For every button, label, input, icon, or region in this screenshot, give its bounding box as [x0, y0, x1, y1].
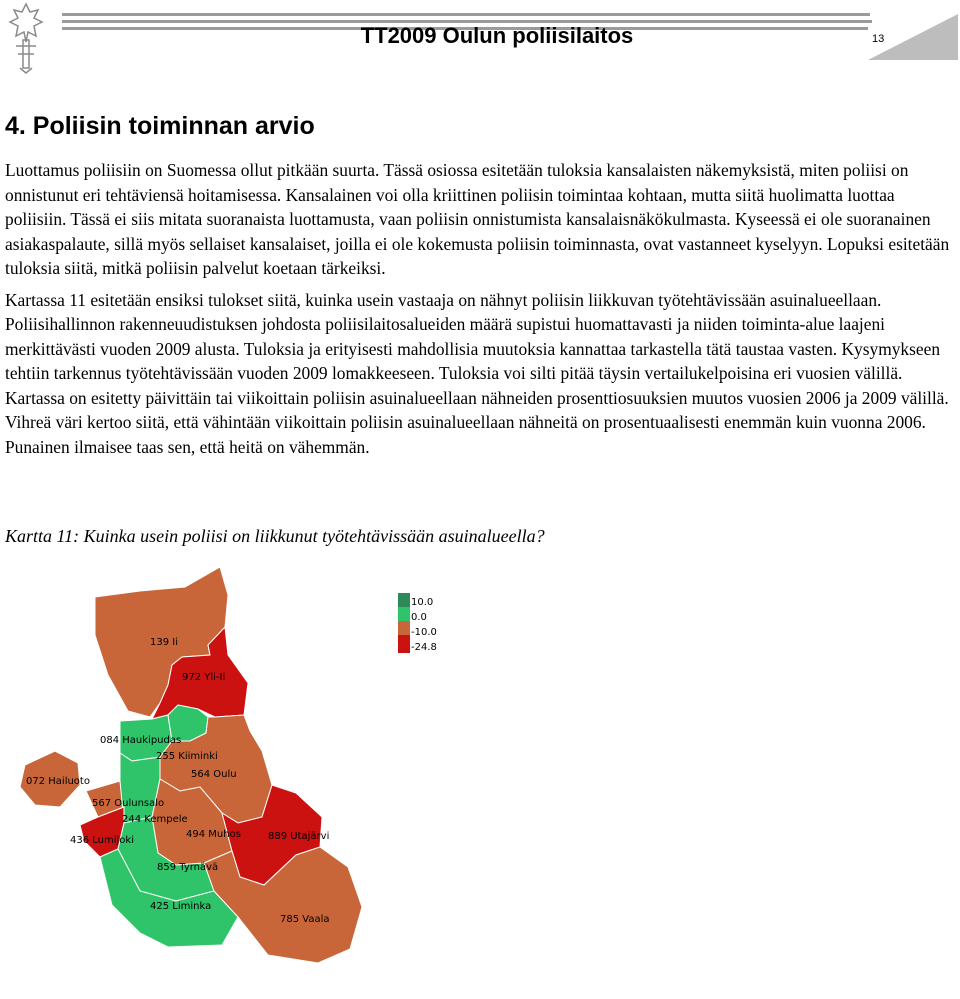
legend-swatch-green: [398, 607, 410, 621]
paragraph: Kartassa 11 esitetään ensiksi tulokset siitä, kuinka usein vastaaja on nähnyt poliisin liikkuvan työtehtävissään asuinalueellaan. Poliisihallinnon rakenneuudistuksen johdosta poliisilaitosalueiden määrä supistui huomattavasti ja niiden toiminta-alue laajeni merkittävästi vuoden 2009 alusta. Tuloksia ja erityisesti mahdollisia muutoksia kannattaa tarkastella tätä taustaa vasten. Kysymykseen tehtiin tarkennus työtehtävissään vuoden 2009 lomakkeeseen. Tuloksia voi silti pitää täysin vertailukelpoisina eri vuosien välillä. Kartassa on esitetty päivittäin tai viikoittain poliisin asuinalueellaan nähneiden prosenttiosuuksien muutos vuosien 2006 ja 2009 välillä. Vihreä väri kertoo siitä, että vähintään viikoittain poliisin asuinalueellaan nähneitä on prosentuaalisesti enemmän kuin vuonna 2006. Punainen ilmaisee taas sen, että heitä on vähemmän.: [5, 289, 949, 457]
municipality-label: 972 Yli-Ii: [182, 672, 226, 683]
paragraph: Luottamus poliisiin on Suomessa ollut pitkään suurta. Tässä osiossa esitetään tuloksia kansalaisten näkemyksistä, miten poliisi on onnistunut eri tehtäviensä hoitamisessa. Kansalainen voi olla kriittinen poliisin toimintaa kohtaan, mutta siitä huolimatta luottaa poliisiin. Tässä ei siis mitata suoranaista luottamusta, vaan poliisin onnistumista kansalaisnäkökulmasta. Kyseessä ei ole suoranainen asiakaspalaute, sillä myös sellaiset kansalaiset, joilla ei ole kokemusta poliisin toiminnasta, ovat vastanneet kyselyyn. Lopuksi esitetään tuloksia siitä, mitkä poliisin palvelut koetaan tärkeiksi.: [5, 160, 950, 278]
legend-swatch-dark-green: [398, 593, 410, 607]
legend-swatch-red: [398, 635, 410, 653]
municipality-label: 436 Lumijoki: [70, 835, 134, 846]
municipality-label: 425 Liminka: [150, 901, 212, 912]
municipality-label: 859 Tyrnävä: [157, 862, 219, 873]
choropleth-map: [0, 555, 480, 975]
municipality-label: 072 Hailuoto: [26, 776, 90, 787]
municipality-label: 567 Oulunsalo: [92, 798, 165, 809]
municipality-label: 139 Ii: [150, 637, 178, 648]
header-rule: [62, 13, 870, 16]
map-caption: Kartta 11: Kuinka usein poliisi on liikkunut työtehtävissään asuinalueella?: [5, 526, 545, 546]
municipality-label: 564 Oulu: [191, 769, 237, 780]
municipality-label: 889 Utajärvi: [268, 831, 330, 842]
municipality-label: 255 Kiiminki: [156, 751, 218, 762]
header-title: TT2009 Oulun poliisilaitos: [360, 23, 634, 48]
page-number: 13: [872, 33, 885, 45]
legend-label: 0.0: [411, 612, 427, 623]
section-heading: 4. Poliisin toiminnan arvio: [5, 112, 315, 140]
municipality-label: 785 Vaala: [280, 914, 330, 925]
page-header: [0, 0, 960, 80]
legend-label: -24.8: [411, 642, 437, 653]
municipality-label: 494 Muhos: [186, 829, 241, 840]
legend-label: -10.0: [411, 627, 437, 638]
municipality-label: 244 Kempele: [122, 814, 188, 825]
legend-label: 10.0: [411, 597, 434, 608]
municipality-label: 084 Haukipudas: [100, 735, 182, 746]
police-emblem-icon: [6, 2, 46, 74]
section-body: [5, 158, 957, 466]
legend-swatch-orange: [398, 621, 410, 635]
